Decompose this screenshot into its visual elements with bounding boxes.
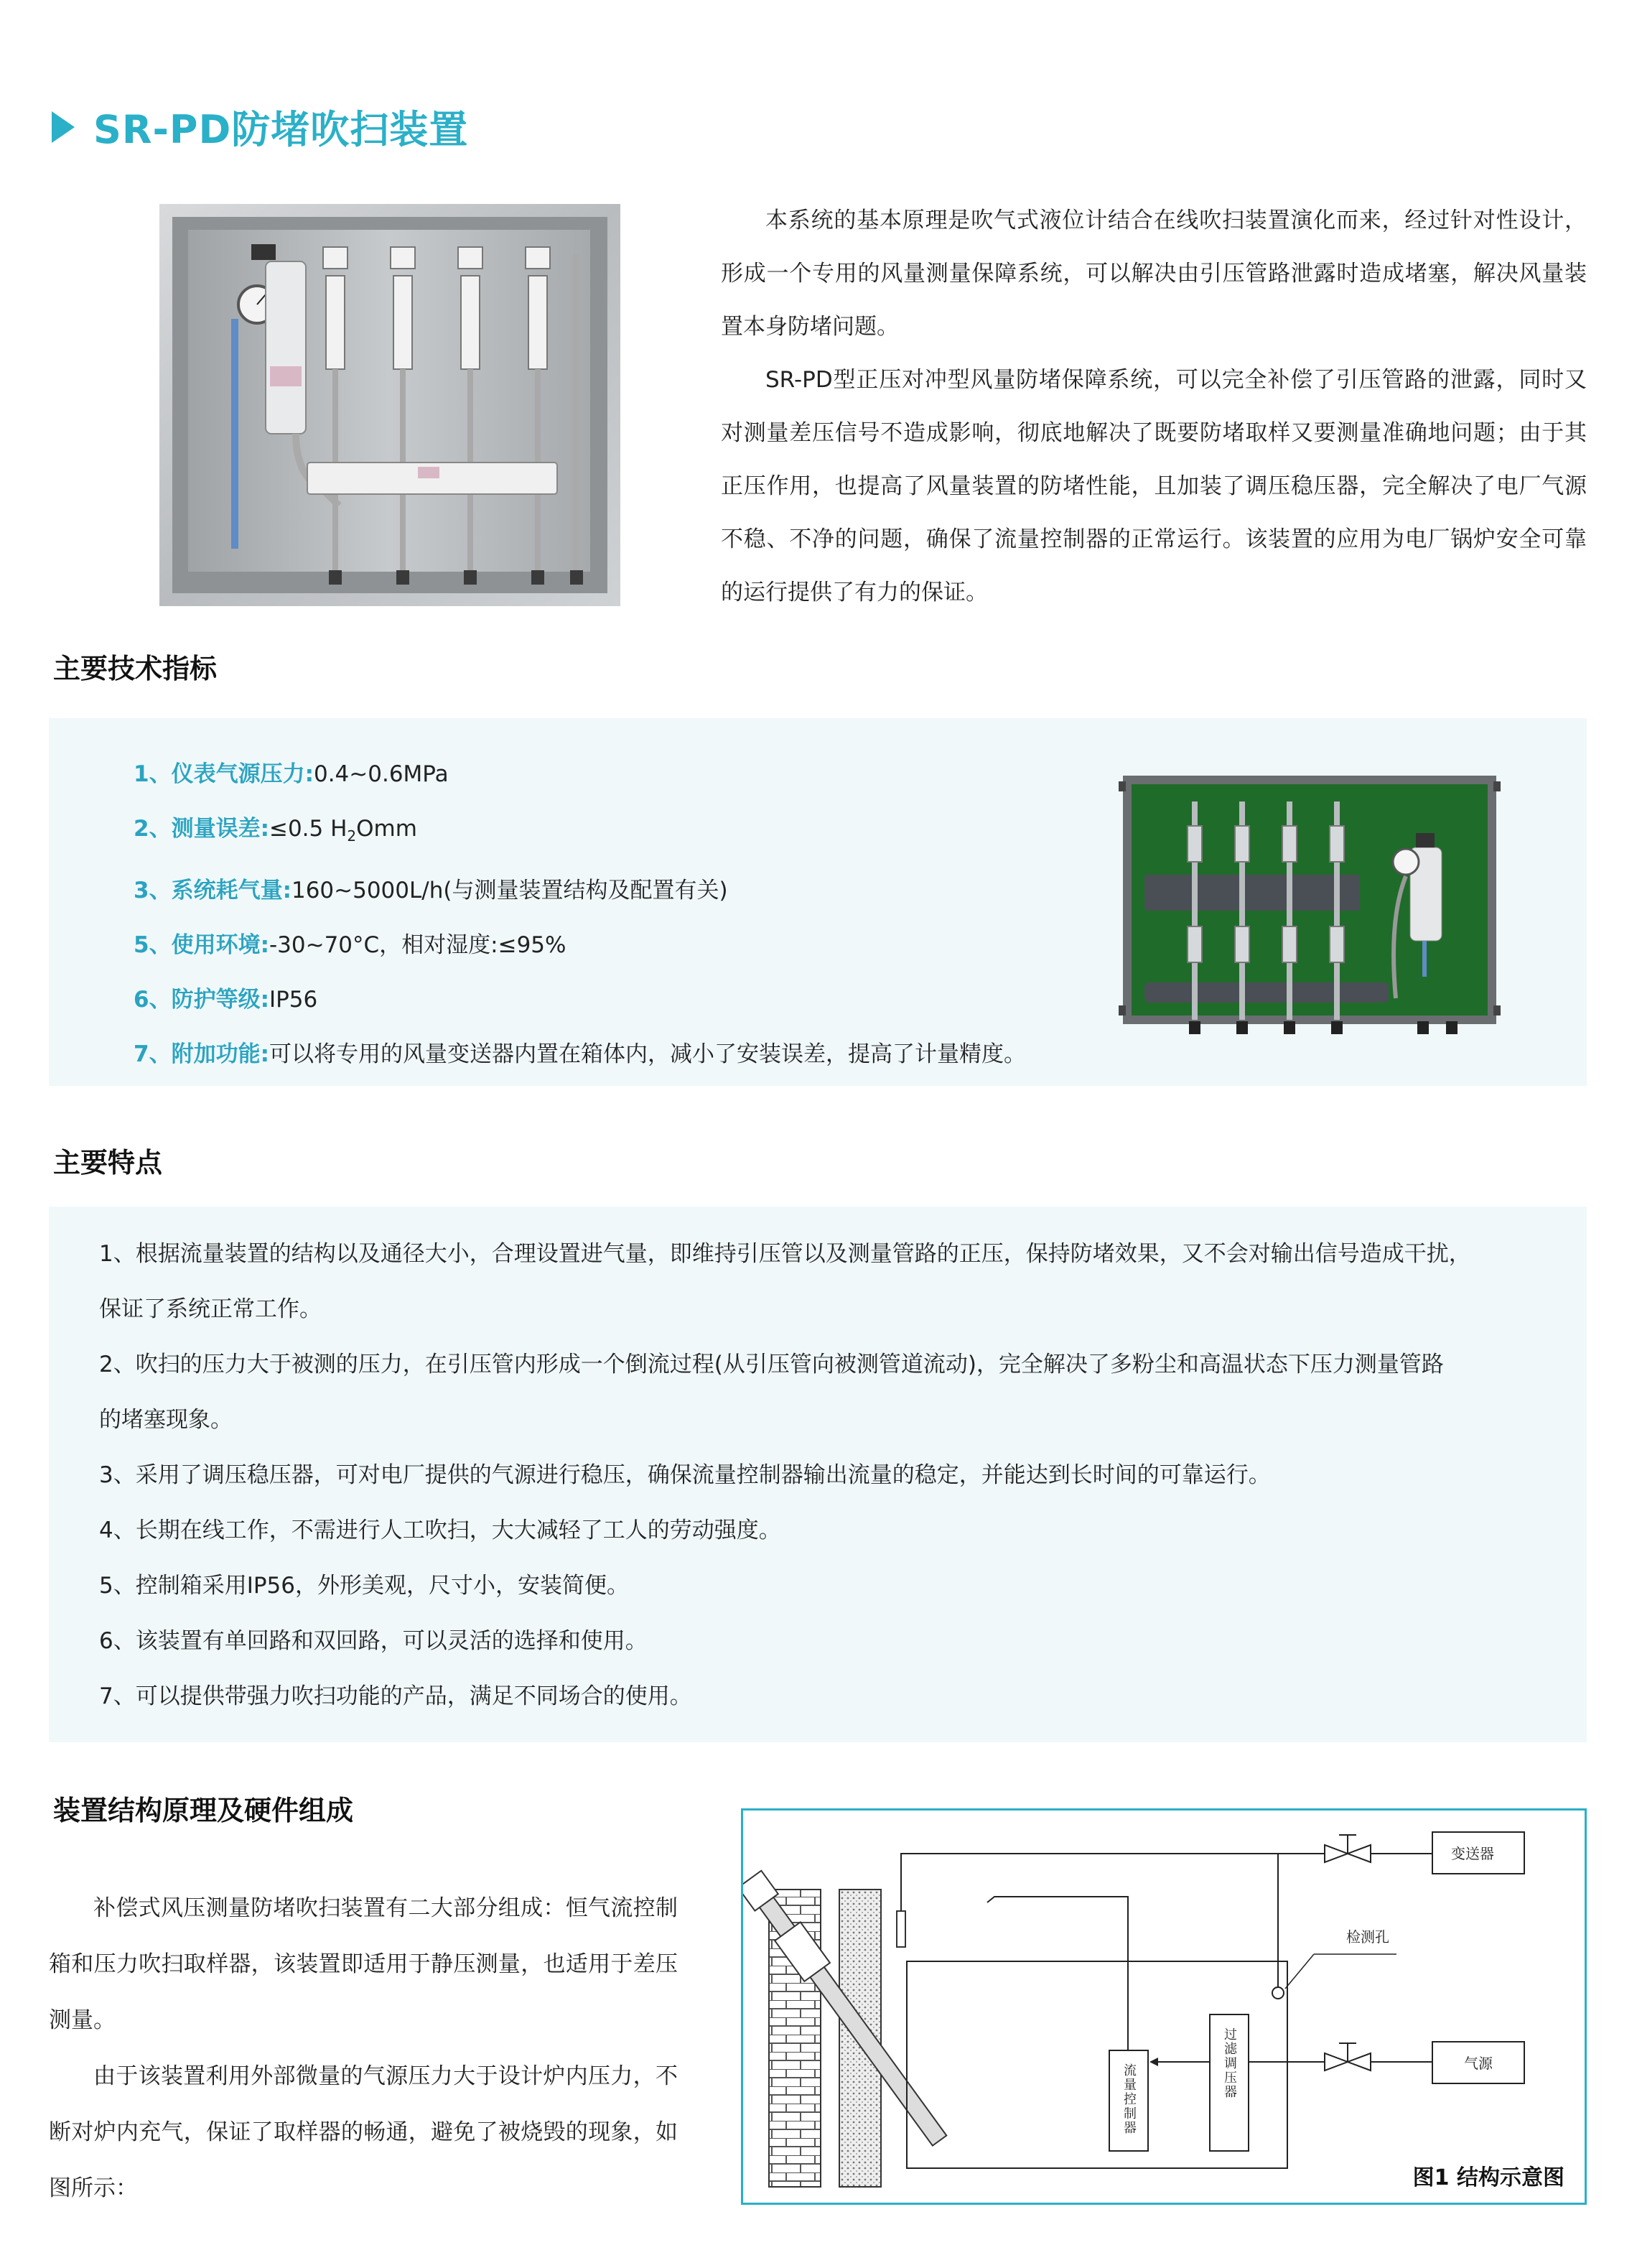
page-title: SR-PD防堵吹扫装置 <box>93 107 469 152</box>
feature-line: 5、控制箱采用IP56，外形美观，尺寸小，安装简便。 <box>99 1573 630 1599</box>
structure-heading: 装置结构原理及硬件组成 <box>53 1795 354 1826</box>
structure-text <box>49 1880 678 2216</box>
diagram-lines <box>743 1811 1585 2203</box>
feature-line: 保证了系统正常工作。 <box>99 1296 322 1322</box>
feature-line: 7、可以提供带强力吹扫功能的产品，满足不同场合的使用。 <box>99 1683 692 1709</box>
features-heading: 主要特点 <box>53 1147 163 1179</box>
spec-item <box>134 972 1110 1027</box>
play-triangle-icon <box>52 111 75 143</box>
spec-item <box>134 1027 1110 1082</box>
spec-list <box>134 747 1110 1082</box>
spec-key: 7、附加功能: <box>134 1041 269 1068</box>
spec-value: -30~70°C，相对湿度:≤95% <box>269 932 566 959</box>
feature-line: 3、采用了调压稳压器，可对电厂提供的气源进行稳压，确保流量控制器输出流量的稳定，并能达到长时间的可靠运行。 <box>99 1462 1271 1488</box>
intro-text <box>721 194 1587 619</box>
spec-key: 2、测量误差: <box>134 816 269 842</box>
spec-subscript: 2 <box>347 827 357 845</box>
feature-line: 1、根据流量装置的结构以及通径大小，合理设置进气量，即维持引压管以及测量管路的正压，保持防堵效果，又不会对输出信号造成干扰， <box>99 1241 1471 1267</box>
spec-key: 1、仪表气源压力: <box>134 761 314 787</box>
product-photo <box>159 204 620 606</box>
spec-value-unit: Omm <box>356 816 417 842</box>
specs-heading: 主要技术指标 <box>53 653 218 684</box>
air-source-label: 气源 <box>1464 2055 1493 2072</box>
spec-key: 5、使用环境: <box>134 932 269 959</box>
structure-paragraph: 补偿式风压测量防堵吹扫装置有二大部分组成：恒气流控制箱和压力吹扫取样器，该装置即适用于静压测量，也适用于差压测量。 <box>49 1895 678 2033</box>
structure-diagram <box>741 1808 1587 2205</box>
spec-item <box>134 747 1110 801</box>
spec-item <box>134 918 1110 972</box>
spec-value: 160~5000L/h(与测量装置结构及配置有关) <box>291 878 728 904</box>
flow-controller-label: 流量控制器 <box>1121 2063 1137 2135</box>
spec-value: 0.4~0.6MPa <box>313 761 449 787</box>
spec-value: 可以将专用的风量变送器内置在箱体内，减小了安装误差，提高了计量精度。 <box>269 1041 1026 1068</box>
feature-line: 6、该装置有单回路和双回路，可以灵活的选择和使用。 <box>99 1628 648 1654</box>
spec-item <box>134 863 1110 918</box>
intro-paragraph: SR-PD型正压对冲型风量防堵保障系统，可以完全补偿了引压管路的泄露，同时又对测量差压信号不造成影响，彻底地解决了既要防堵取样又要测量准确地问题；由于其正压作用，也提高了风量装置的防堵性能，且加装了调压稳压器，完全解决了电厂气源不稳、不净的问题，确保了流量控制器的正常运行。该装置的应用为电厂锅炉安全可靠的运行提供了有力的保证。 <box>721 367 1587 605</box>
spec-item <box>134 801 1110 863</box>
page-title-row <box>52 99 468 154</box>
spec-value: IP56 <box>269 987 318 1013</box>
transmitter-label: 变送器 <box>1451 1845 1494 1862</box>
feature-line: 2、吹扫的压力大于被测的压力，在引压管内形成一个倒流过程(从引压管向被测管道流动)，完全解决了多粉尘和高温状态下压力测量管路 <box>99 1352 1444 1377</box>
feature-line: 4、长期在线工作，不需进行人工吹扫，大大减轻了工人的劳动强度。 <box>99 1518 781 1543</box>
spec-key: 3、系统耗气量: <box>134 878 292 904</box>
feature-line: 的堵塞现象。 <box>99 1407 233 1433</box>
spec-value: ≤0.5 H <box>269 816 348 842</box>
intro-paragraph: 本系统的基本原理是吹气式液位计结合在线吹扫装置演化而来，经过针对性设计，形成一个专用的风量测量保障系统，可以解决由引压管路泄露时造成堵塞，解决风量装置本身防堵问题。 <box>721 208 1587 340</box>
port-label: 检测孔 <box>1346 1928 1389 1946</box>
feature-list <box>99 1227 1535 1724</box>
structure-paragraph: 由于该装置利用外部微量的气源压力大于设计炉内压力，不断对炉内充气，保证了取样器的畅通，避免了被烧毁的现象，如图所示： <box>49 2063 678 2201</box>
spec-key: 6、防护等级: <box>134 987 269 1013</box>
cabinet-render <box>1116 761 1503 1049</box>
diagram-caption: 图1 结构示意图 <box>1412 2165 1564 2190</box>
regulator-label: 过滤调压器 <box>1222 2027 1237 2099</box>
